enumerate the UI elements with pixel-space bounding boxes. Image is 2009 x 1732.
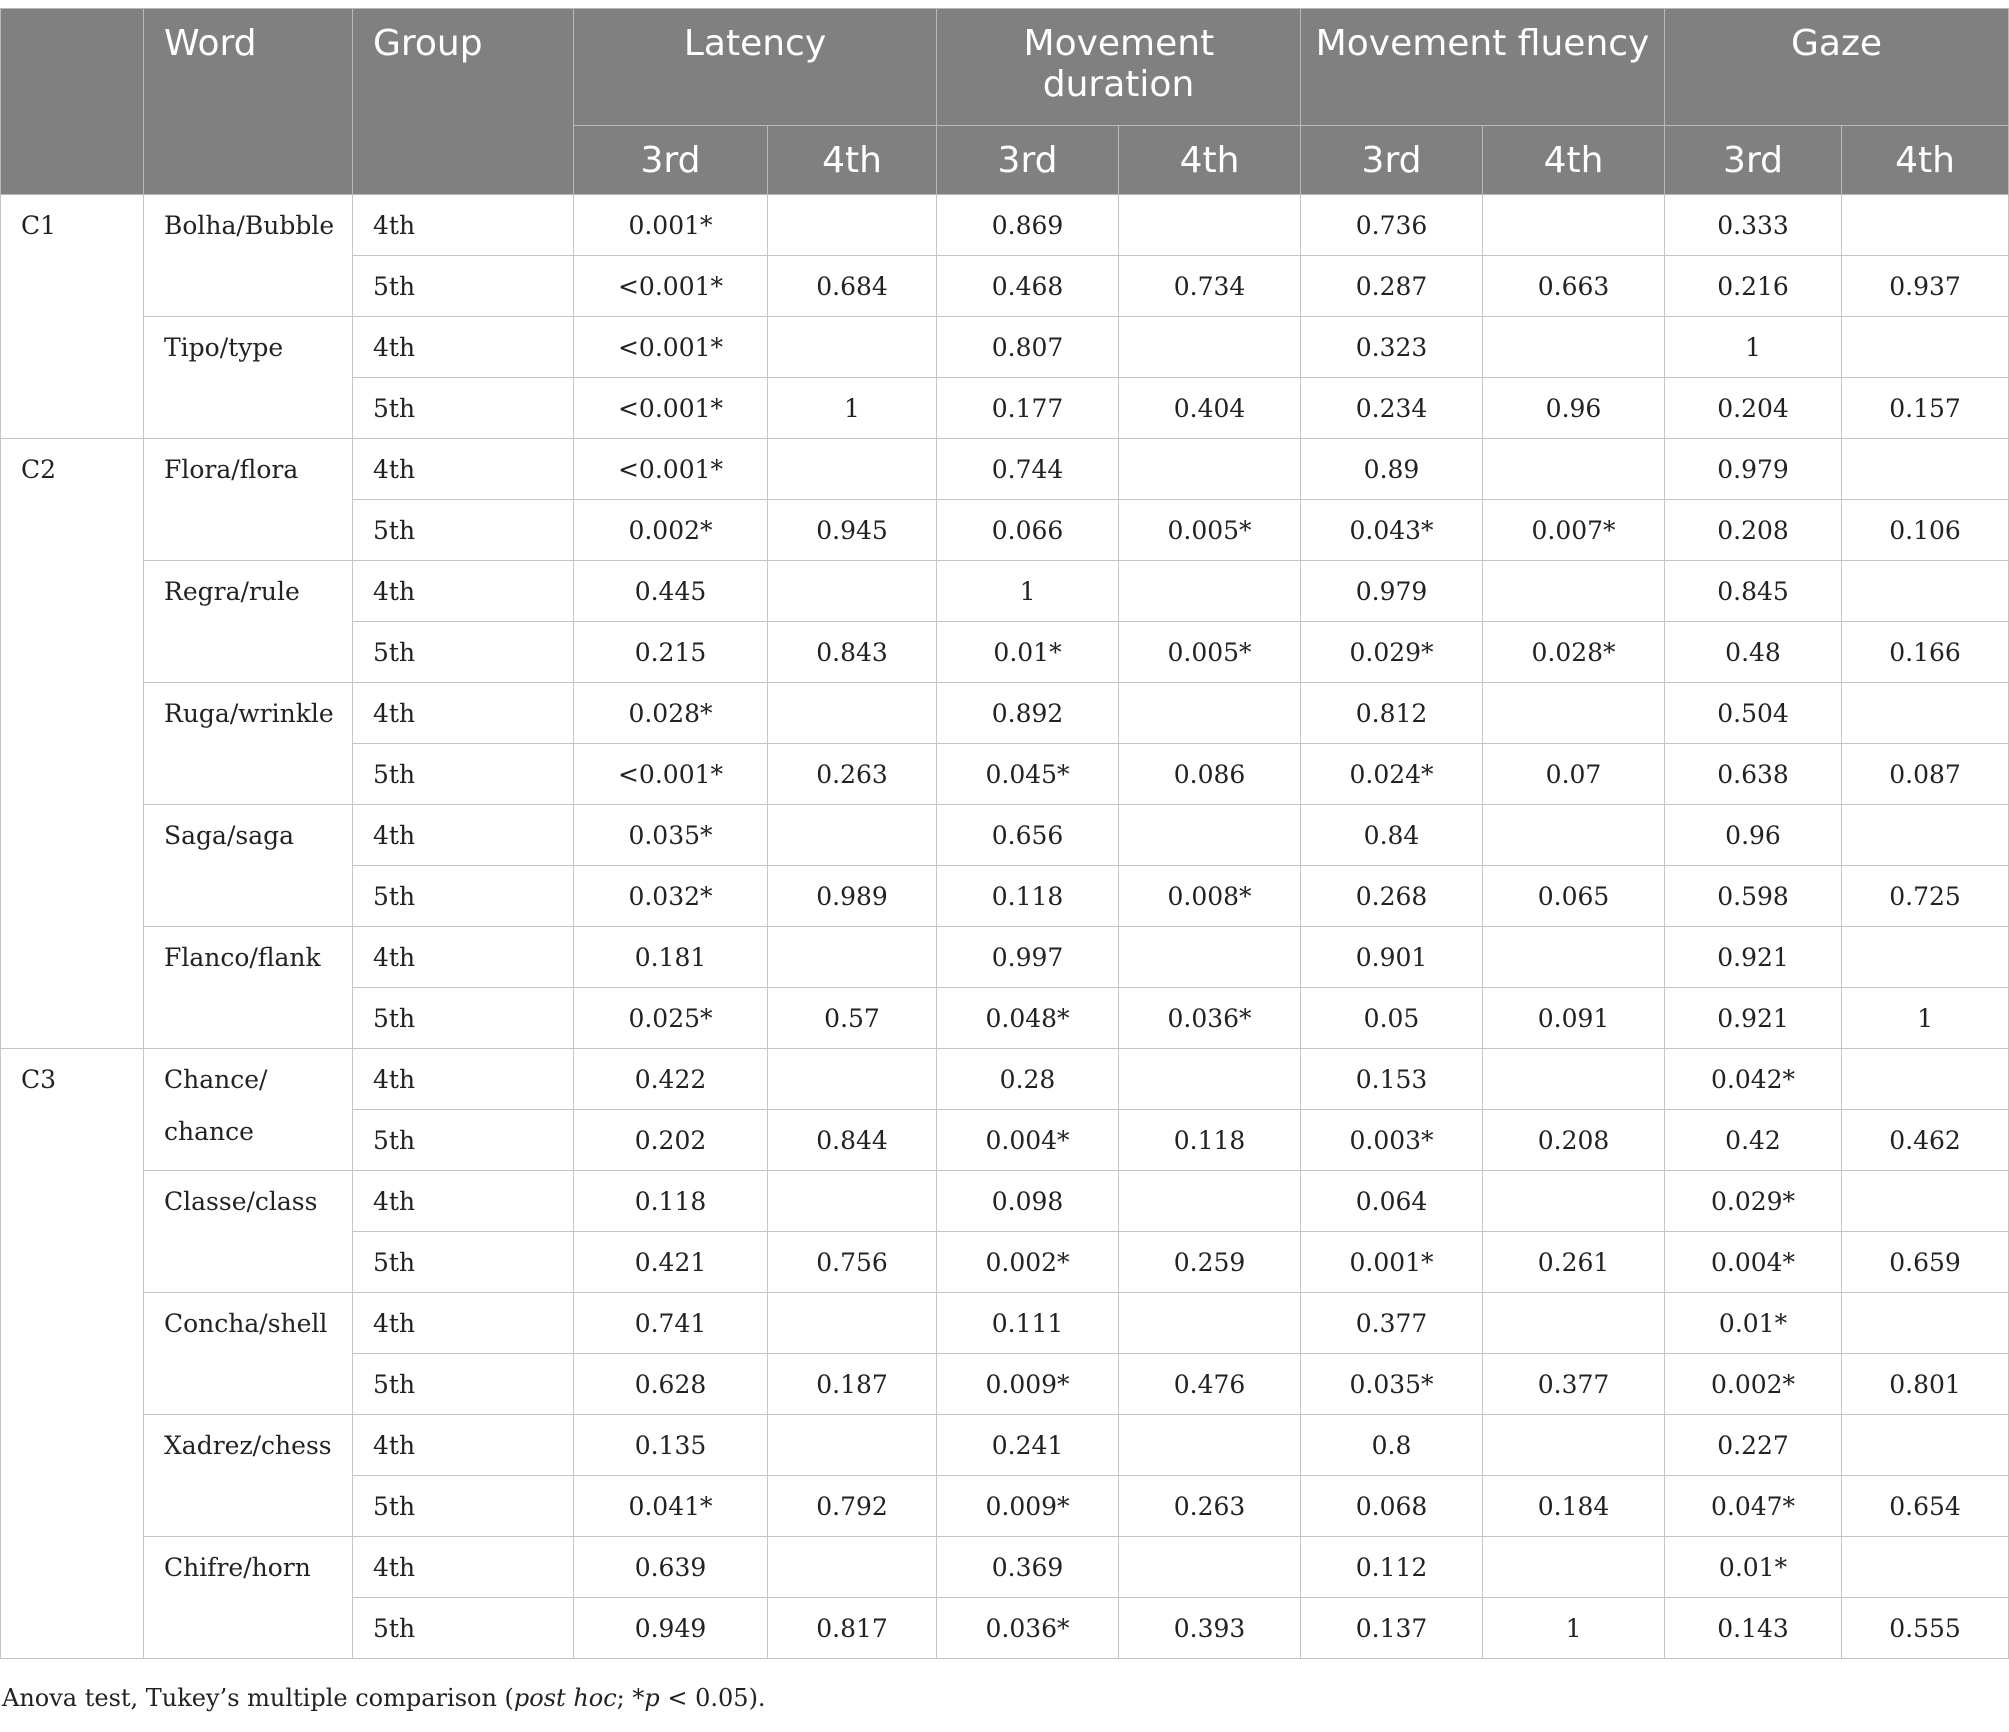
p-value-cell: 0.377 bbox=[1301, 1293, 1483, 1354]
condition-label bbox=[1, 439, 144, 1049]
p-value-cell: 0.05 bbox=[1301, 988, 1483, 1049]
p-value-cell bbox=[1842, 1049, 2009, 1110]
p-value-cell: 0.756 bbox=[768, 1232, 937, 1293]
p-value-cell: 0.028* bbox=[574, 683, 768, 744]
word-label: Flora/flora bbox=[164, 455, 299, 484]
p-value-cell: 0.736 bbox=[1301, 195, 1483, 256]
p-value-cell bbox=[1483, 1293, 1665, 1354]
table-row bbox=[1, 1171, 2009, 1232]
group-cell: 4th bbox=[353, 439, 574, 500]
word-cell bbox=[144, 1415, 353, 1537]
p-value-cell: 0.001* bbox=[574, 195, 768, 256]
p-value-cell: 0.741 bbox=[574, 1293, 768, 1354]
p-value-cell bbox=[1842, 561, 2009, 622]
p-value-cell: 0.005* bbox=[1119, 500, 1301, 561]
table-row bbox=[1, 317, 2009, 378]
p-value-cell bbox=[1483, 927, 1665, 988]
word-label: Saga/saga bbox=[164, 821, 295, 850]
p-value-cell: 0.422 bbox=[574, 1049, 768, 1110]
p-value-cell: 0.01* bbox=[1665, 1537, 1842, 1598]
p-value-cell: 0.177 bbox=[937, 378, 1119, 439]
condition-label bbox=[1, 195, 144, 439]
p-value-cell: 0.036* bbox=[937, 1598, 1119, 1659]
p-value-cell: 0.216 bbox=[1665, 256, 1842, 317]
word-cell bbox=[144, 317, 353, 439]
group-cell: 4th bbox=[353, 1537, 574, 1598]
p-value-cell: 0.57 bbox=[768, 988, 937, 1049]
group-cell: 5th bbox=[353, 622, 574, 683]
p-value-cell: 0.043* bbox=[1301, 500, 1483, 561]
word-cell bbox=[144, 561, 353, 683]
p-value-cell: 0.009* bbox=[937, 1476, 1119, 1537]
table-row bbox=[1, 683, 2009, 744]
word-cell bbox=[144, 1537, 353, 1659]
word-label: Chance/ chance bbox=[164, 1065, 268, 1146]
group-cell: 5th bbox=[353, 500, 574, 561]
p-value-cell bbox=[1842, 1537, 2009, 1598]
p-value-cell: 0.118 bbox=[937, 866, 1119, 927]
p-value-cell: 0.112 bbox=[1301, 1537, 1483, 1598]
p-value-cell: 1 bbox=[1665, 317, 1842, 378]
group-cell: 5th bbox=[353, 744, 574, 805]
table-row bbox=[1, 1537, 2009, 1598]
word-column-header: Word bbox=[144, 9, 353, 195]
p-value-cell bbox=[768, 561, 937, 622]
word-label: Tipo/type bbox=[164, 333, 284, 362]
p-value-cell: <0.001* bbox=[574, 744, 768, 805]
fluency-4th-header: 4th bbox=[1483, 126, 1665, 195]
p-value-cell: 0.96 bbox=[1665, 805, 1842, 866]
word-label: Classe/class bbox=[164, 1187, 318, 1216]
p-value-cell bbox=[1842, 439, 2009, 500]
p-value-cell bbox=[1483, 805, 1665, 866]
footnote-suffix: < 0.05). bbox=[659, 1684, 766, 1712]
p-value-cell: 0.844 bbox=[768, 1110, 937, 1171]
p-value-cell: 0.684 bbox=[768, 256, 937, 317]
p-value-cell: 0.184 bbox=[1483, 1476, 1665, 1537]
p-value-cell: 0.445 bbox=[574, 561, 768, 622]
p-value-cell: <0.001* bbox=[574, 378, 768, 439]
p-value-cell bbox=[768, 927, 937, 988]
p-value-cell: 0.003* bbox=[1301, 1110, 1483, 1171]
p-value-cell: 0.234 bbox=[1301, 378, 1483, 439]
word-label: Chifre/horn bbox=[164, 1553, 311, 1582]
p-value-cell: 0.002* bbox=[937, 1232, 1119, 1293]
p-value-cell: 0.979 bbox=[1665, 439, 1842, 500]
p-value-cell: 0.263 bbox=[768, 744, 937, 805]
word-label: Ruga/wrinkle bbox=[164, 699, 334, 728]
p-value-cell: 0.462 bbox=[1842, 1110, 2009, 1171]
p-value-cell: 0.042* bbox=[1665, 1049, 1842, 1110]
p-value-cell: 0.086 bbox=[1119, 744, 1301, 805]
table-row bbox=[1, 927, 2009, 988]
word-cell bbox=[144, 683, 353, 805]
p-value-cell: 1 bbox=[1842, 988, 2009, 1049]
word-cell bbox=[144, 195, 353, 317]
p-value-cell: 0.029* bbox=[1301, 622, 1483, 683]
p-value-cell: 1 bbox=[937, 561, 1119, 622]
p-value-cell bbox=[1483, 317, 1665, 378]
p-value-cell: 0.393 bbox=[1119, 1598, 1301, 1659]
group-cell: 4th bbox=[353, 683, 574, 744]
p-value-cell: <0.001* bbox=[574, 256, 768, 317]
p-value-cell: 0.843 bbox=[768, 622, 937, 683]
p-value-cell: 0.208 bbox=[1483, 1110, 1665, 1171]
p-value-cell bbox=[768, 439, 937, 500]
word-cell bbox=[144, 1171, 353, 1293]
p-value-cell: 0.01* bbox=[1665, 1293, 1842, 1354]
footnote-italic-term: post hoc bbox=[513, 1684, 617, 1712]
group-cell: 4th bbox=[353, 805, 574, 866]
p-value-cell: 0.187 bbox=[768, 1354, 937, 1415]
p-value-cell: 0.215 bbox=[574, 622, 768, 683]
footnote-p-symbol: p bbox=[644, 1684, 660, 1712]
group-cell: 4th bbox=[353, 1293, 574, 1354]
p-value-cell: 0.807 bbox=[937, 317, 1119, 378]
p-value-cell: 0.045* bbox=[937, 744, 1119, 805]
p-value-cell bbox=[1119, 1049, 1301, 1110]
p-value-cell bbox=[1119, 805, 1301, 866]
latency-3rd-header: 3rd bbox=[574, 126, 768, 195]
group-cell: 5th bbox=[353, 1232, 574, 1293]
p-value-cell: 0.659 bbox=[1842, 1232, 2009, 1293]
p-value-cell bbox=[768, 1415, 937, 1476]
p-value-cell: 0.047* bbox=[1665, 1476, 1842, 1537]
table-row bbox=[1, 805, 2009, 866]
gaze-4th-header: 4th bbox=[1842, 126, 2009, 195]
p-value-cell: 1 bbox=[768, 378, 937, 439]
word-cell bbox=[144, 439, 353, 561]
p-value-cell bbox=[768, 1171, 937, 1232]
movement-duration-label: Movement duration bbox=[1023, 23, 1215, 105]
latency-4th-header: 4th bbox=[768, 126, 937, 195]
table-row bbox=[1, 439, 2009, 500]
p-value-cell: 0.555 bbox=[1842, 1598, 2009, 1659]
p-value-cell bbox=[768, 1049, 937, 1110]
p-value-cell bbox=[1842, 683, 2009, 744]
p-value-cell bbox=[1119, 927, 1301, 988]
p-value-cell bbox=[1119, 1537, 1301, 1598]
p-value-cell: 0.997 bbox=[937, 927, 1119, 988]
gaze-3rd-header: 3rd bbox=[1665, 126, 1842, 195]
p-value-cell: 0.656 bbox=[937, 805, 1119, 866]
p-value-cell bbox=[1483, 1049, 1665, 1110]
p-value-cell: 0.476 bbox=[1119, 1354, 1301, 1415]
duration-4th-header: 4th bbox=[1119, 126, 1301, 195]
p-value-cell: 0.153 bbox=[1301, 1049, 1483, 1110]
p-value-cell: 0.845 bbox=[1665, 561, 1842, 622]
p-value-cell: 0.744 bbox=[937, 439, 1119, 500]
p-value-cell bbox=[1119, 683, 1301, 744]
p-value-cell: 0.8 bbox=[1301, 1415, 1483, 1476]
p-value-cell: 0.036* bbox=[1119, 988, 1301, 1049]
p-value-cell: 0.792 bbox=[768, 1476, 937, 1537]
p-value-cell bbox=[1483, 1415, 1665, 1476]
p-value-cell: 0.468 bbox=[937, 256, 1119, 317]
p-value-cell: 0.989 bbox=[768, 866, 937, 927]
p-value-cell bbox=[768, 1537, 937, 1598]
word-cell bbox=[144, 927, 353, 1049]
p-value-cell: 0.118 bbox=[574, 1171, 768, 1232]
p-value-cell bbox=[1483, 195, 1665, 256]
word-label: Concha/shell bbox=[164, 1309, 328, 1338]
p-value-cell bbox=[1483, 439, 1665, 500]
table-header bbox=[1, 9, 2009, 195]
p-value-cell: 0.118 bbox=[1119, 1110, 1301, 1171]
p-value-cell: 0.157 bbox=[1842, 378, 2009, 439]
p-value-cell: 0.001* bbox=[1301, 1232, 1483, 1293]
p-value-cell: 0.89 bbox=[1301, 439, 1483, 500]
group-cell: 4th bbox=[353, 1415, 574, 1476]
p-value-cell: 0.734 bbox=[1119, 256, 1301, 317]
p-value-cell bbox=[768, 805, 937, 866]
p-value-cell: 0.369 bbox=[937, 1537, 1119, 1598]
p-value-cell: 0.261 bbox=[1483, 1232, 1665, 1293]
p-value-cell: 0.208 bbox=[1665, 500, 1842, 561]
p-value-cell bbox=[1842, 805, 2009, 866]
group-cell: 5th bbox=[353, 256, 574, 317]
p-value-cell: 0.323 bbox=[1301, 317, 1483, 378]
p-value-cell bbox=[1119, 317, 1301, 378]
p-value-cell bbox=[1119, 1293, 1301, 1354]
word-label: Bolha/Bubble bbox=[164, 211, 335, 240]
p-value-cell: 0.048* bbox=[937, 988, 1119, 1049]
p-value-cell: 0.287 bbox=[1301, 256, 1483, 317]
group-column-header: Group bbox=[353, 9, 574, 195]
p-value-cell bbox=[1483, 1171, 1665, 1232]
p-value-cell: 0.227 bbox=[1665, 1415, 1842, 1476]
word-label: Flanco/flank bbox=[164, 943, 321, 972]
p-value-cell bbox=[1119, 1415, 1301, 1476]
p-value-cell bbox=[768, 1293, 937, 1354]
p-value-cell: 0.202 bbox=[574, 1110, 768, 1171]
condition-label-text: C1 bbox=[21, 211, 57, 240]
p-value-cell: 0.068 bbox=[1301, 1476, 1483, 1537]
comparison-table bbox=[0, 8, 2009, 1659]
p-value-cell: 0.937 bbox=[1842, 256, 2009, 317]
p-value-cell: 0.111 bbox=[937, 1293, 1119, 1354]
p-value-cell: 0.166 bbox=[1842, 622, 2009, 683]
duration-3rd-header: 3rd bbox=[937, 126, 1119, 195]
p-value-cell: 0.892 bbox=[937, 683, 1119, 744]
p-value-cell bbox=[1483, 1537, 1665, 1598]
p-value-cell: 0.921 bbox=[1665, 927, 1842, 988]
p-value-cell: 0.007* bbox=[1483, 500, 1665, 561]
p-value-cell: 0.263 bbox=[1119, 1476, 1301, 1537]
group-cell: 4th bbox=[353, 1171, 574, 1232]
p-value-cell bbox=[1842, 1171, 2009, 1232]
p-value-cell: 0.504 bbox=[1665, 683, 1842, 744]
p-value-cell: 0.663 bbox=[1483, 256, 1665, 317]
p-value-cell: 0.901 bbox=[1301, 927, 1483, 988]
group-cell: 5th bbox=[353, 378, 574, 439]
p-value-cell: 0.921 bbox=[1665, 988, 1842, 1049]
table-row bbox=[1, 195, 2009, 256]
p-value-cell: 0.008* bbox=[1119, 866, 1301, 927]
p-value-cell: <0.001* bbox=[574, 317, 768, 378]
p-value-cell: 0.598 bbox=[1665, 866, 1842, 927]
table-body bbox=[1, 195, 2009, 1659]
p-value-cell: 0.241 bbox=[937, 1415, 1119, 1476]
p-value-cell bbox=[1842, 927, 2009, 988]
p-value-cell: 0.84 bbox=[1301, 805, 1483, 866]
p-value-cell: 0.48 bbox=[1665, 622, 1842, 683]
corner-header bbox=[1, 9, 144, 195]
group-cell: 5th bbox=[353, 988, 574, 1049]
p-value-cell: 0.07 bbox=[1483, 744, 1665, 805]
p-value-cell: 0.064 bbox=[1301, 1171, 1483, 1232]
p-value-cell: 0.259 bbox=[1119, 1232, 1301, 1293]
p-value-cell: 0.639 bbox=[574, 1537, 768, 1598]
p-value-cell: 0.638 bbox=[1665, 744, 1842, 805]
p-value-cell bbox=[1119, 1171, 1301, 1232]
group-cell: 4th bbox=[353, 1049, 574, 1110]
p-value-cell bbox=[1842, 1293, 2009, 1354]
latency-header: Latency bbox=[574, 9, 937, 126]
footnote-prefix: Anova test, Tukey’s multiple comparison ( bbox=[2, 1684, 514, 1712]
p-value-cell bbox=[768, 683, 937, 744]
p-value-cell: 0.025* bbox=[574, 988, 768, 1049]
p-value-cell: 0.041* bbox=[574, 1476, 768, 1537]
condition-label-text: C3 bbox=[21, 1065, 57, 1094]
movement-fluency-header: Movement fluency bbox=[1301, 9, 1665, 126]
p-value-cell bbox=[768, 317, 937, 378]
p-value-cell: 0.333 bbox=[1665, 195, 1842, 256]
table-row bbox=[1, 1293, 2009, 1354]
p-value-cell: 0.949 bbox=[574, 1598, 768, 1659]
p-value-cell: 0.817 bbox=[768, 1598, 937, 1659]
p-value-cell: 0.098 bbox=[937, 1171, 1119, 1232]
table-row bbox=[1, 1049, 2009, 1110]
p-value-cell: 0.945 bbox=[768, 500, 937, 561]
p-value-cell: 0.005* bbox=[1119, 622, 1301, 683]
p-value-cell: 0.725 bbox=[1842, 866, 2009, 927]
p-value-cell: <0.001* bbox=[574, 439, 768, 500]
group-cell: 5th bbox=[353, 1354, 574, 1415]
group-cell: 5th bbox=[353, 1476, 574, 1537]
p-value-cell: 0.032* bbox=[574, 866, 768, 927]
p-value-cell: 0.004* bbox=[1665, 1232, 1842, 1293]
p-value-cell: 0.42 bbox=[1665, 1110, 1842, 1171]
word-cell bbox=[144, 1049, 353, 1171]
p-value-cell: 0.404 bbox=[1119, 378, 1301, 439]
group-cell: 4th bbox=[353, 927, 574, 988]
p-value-cell: 0.28 bbox=[937, 1049, 1119, 1110]
p-value-cell: 0.204 bbox=[1665, 378, 1842, 439]
movement-duration-header bbox=[937, 9, 1301, 126]
p-value-cell bbox=[1119, 439, 1301, 500]
word-cell bbox=[144, 805, 353, 927]
word-label: Regra/rule bbox=[164, 577, 300, 606]
p-value-cell: 0.002* bbox=[1665, 1354, 1842, 1415]
word-label: Xadrez/chess bbox=[164, 1431, 332, 1460]
p-value-cell: 0.135 bbox=[574, 1415, 768, 1476]
p-value-cell: 0.091 bbox=[1483, 988, 1665, 1049]
p-value-cell: 0.801 bbox=[1842, 1354, 2009, 1415]
table-footnote bbox=[2, 1684, 766, 1712]
group-cell: 4th bbox=[353, 317, 574, 378]
group-cell: 4th bbox=[353, 561, 574, 622]
p-value-cell: 0.004* bbox=[937, 1110, 1119, 1171]
footnote-middle: ; * bbox=[616, 1684, 645, 1712]
p-value-cell: 0.035* bbox=[574, 805, 768, 866]
p-value-cell: 0.137 bbox=[1301, 1598, 1483, 1659]
p-value-cell bbox=[1119, 195, 1301, 256]
p-value-cell: 0.628 bbox=[574, 1354, 768, 1415]
p-value-cell: 0.035* bbox=[1301, 1354, 1483, 1415]
p-value-cell: 0.087 bbox=[1842, 744, 2009, 805]
p-value-cell: 0.869 bbox=[937, 195, 1119, 256]
p-value-cell: 0.065 bbox=[1483, 866, 1665, 927]
fluency-3rd-header: 3rd bbox=[1301, 126, 1483, 195]
p-value-cell: 0.979 bbox=[1301, 561, 1483, 622]
p-value-cell: 0.024* bbox=[1301, 744, 1483, 805]
group-cell: 4th bbox=[353, 195, 574, 256]
p-value-cell bbox=[1483, 561, 1665, 622]
gaze-header: Gaze bbox=[1665, 9, 2009, 126]
p-value-cell: 0.01* bbox=[937, 622, 1119, 683]
p-value-cell bbox=[1842, 1415, 2009, 1476]
condition-label bbox=[1, 1049, 144, 1659]
p-value-cell: 0.143 bbox=[1665, 1598, 1842, 1659]
p-value-cell: 1 bbox=[1483, 1598, 1665, 1659]
p-value-cell: 0.96 bbox=[1483, 378, 1665, 439]
group-cell: 5th bbox=[353, 1598, 574, 1659]
group-cell: 5th bbox=[353, 866, 574, 927]
p-value-cell bbox=[768, 195, 937, 256]
p-value-cell bbox=[1119, 561, 1301, 622]
p-value-cell bbox=[1842, 317, 2009, 378]
p-value-cell: 0.009* bbox=[937, 1354, 1119, 1415]
p-value-cell: 0.421 bbox=[574, 1232, 768, 1293]
condition-label-text: C2 bbox=[21, 455, 57, 484]
p-value-cell: 0.002* bbox=[574, 500, 768, 561]
group-cell: 5th bbox=[353, 1110, 574, 1171]
p-value-cell: 0.377 bbox=[1483, 1354, 1665, 1415]
table-row bbox=[1, 1415, 2009, 1476]
word-cell bbox=[144, 1293, 353, 1415]
p-value-cell: 0.812 bbox=[1301, 683, 1483, 744]
p-value-cell: 0.029* bbox=[1665, 1171, 1842, 1232]
p-value-cell: 0.268 bbox=[1301, 866, 1483, 927]
table-row bbox=[1, 561, 2009, 622]
p-value-cell: 0.654 bbox=[1842, 1476, 2009, 1537]
p-value-cell: 0.028* bbox=[1483, 622, 1665, 683]
p-value-cell bbox=[1483, 683, 1665, 744]
p-value-cell: 0.066 bbox=[937, 500, 1119, 561]
p-value-cell bbox=[1842, 195, 2009, 256]
p-value-cell: 0.181 bbox=[574, 927, 768, 988]
p-value-cell: 0.106 bbox=[1842, 500, 2009, 561]
